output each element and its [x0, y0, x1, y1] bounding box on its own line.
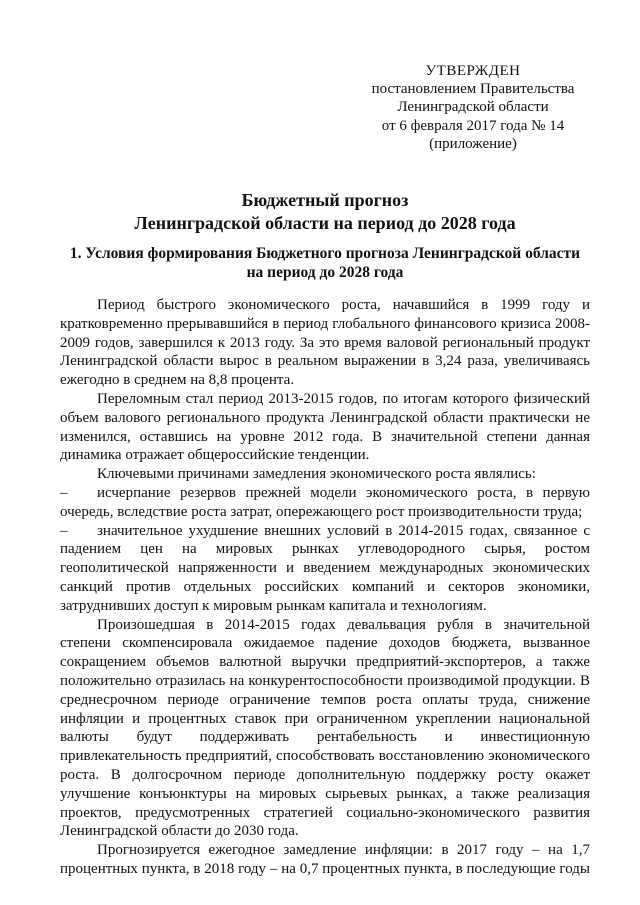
paragraph-2: Переломным стал период 2013-2015 годов, по итогам которого физический объем валового регионального продукта Ленинградской области практически не изменился, оставшись на уровне 2012 года. В значительной степени данная динамика отражает общероссийские тенденции.: [60, 390, 590, 464]
dash-item-1: [60, 484, 590, 522]
paragraph-4: Произошедшая в 2014-2015 годах девальвация рубля в значительной степени скомпенсировала ожидаемое падение доходов бюджета, вызванное сокращением объемов валютной выручки предприятий-экспортеров, а также положительно отразилась на конкурентоспособности производимой продукции. В среднесрочном периоде ограничение темпов роста оплаты труда, снижение инфляции и процентных ставок при ограниченном укреплении национальной валюты будут поддерживать рентабельность и инвестиционную привлекательность предприятий, способствовать восстановлению экономического роста. В долгосрочном периоде дополнительную поддержку росту окажет улучшение конъюнктуры на мировых сырьевых рынках, а также реализация проектов, предусмотренных стратегией социально-экономического развития Ленинградской области до 2030 года.: [60, 616, 590, 840]
approval-line-4: (приложение): [429, 135, 517, 152]
section-heading-line-1: 1. Условия формирования Бюджетного прогноза Ленинградской области: [69, 245, 581, 262]
dash-item-2: [60, 522, 590, 616]
approval-line-3: от 6 февраля 2017 года № 14: [381, 117, 565, 134]
body-text: [60, 296, 590, 879]
dash-item-1-text: исчерпание резервов прежней модели экономического роста, в первую очередь, вследствие роста затрат, опережающего рост производительности труда;: [60, 484, 590, 520]
dash-item-2-text: значительное ухудшение внешних условий в 2014-2015 годах, связанное с падением цен на мировых рынках углеводородного сырья, ростом геополитической напряженности и введением международных экономических санкций против отдельных российских компаний и секторов экономики, затруднивших доступ к мировым рынкам капитала и технологиям.: [60, 522, 590, 614]
paragraph-3: Ключевыми причинами замедления экономического роста являлись:: [97, 466, 536, 483]
document-title: [60, 189, 590, 235]
approval-line-2: Ленинградской области: [397, 99, 549, 116]
approval-title: УТВЕРЖДЕН: [425, 63, 521, 79]
approval-line-1: постановлением Правительства: [371, 81, 575, 98]
approval-stamp: [360, 62, 586, 153]
dash-marker: –: [60, 522, 68, 539]
section-heading: [60, 244, 590, 282]
section-heading-line-2: на период до 2028 года: [246, 264, 404, 281]
document-title-line-1: Бюджетный прогноз: [241, 190, 409, 210]
paragraph-1: Период быстрого экономического роста, начавшийся в 1999 году и кратковременно прерывавшийся в период глобального финансового кризиса 2008-2009 годов, завершился к 2013 году. За это время валовой региональный продукт Ленинградской области вырос в реальном выражении в 3,24 раза, увеличиваясь ежегодно в среднем на 8,8 процента.: [60, 297, 590, 389]
dash-marker: –: [60, 484, 68, 501]
paragraph-5: Прогнозируется ежегодное замедление инфляции: в 2017 году – на 1,7 процентных пункта, в 2018 году – на 0,7 процентных пункта, в последующие годы: [60, 842, 590, 877]
document-title-line-2: Ленинградской области на период до 2028 года: [134, 213, 516, 233]
